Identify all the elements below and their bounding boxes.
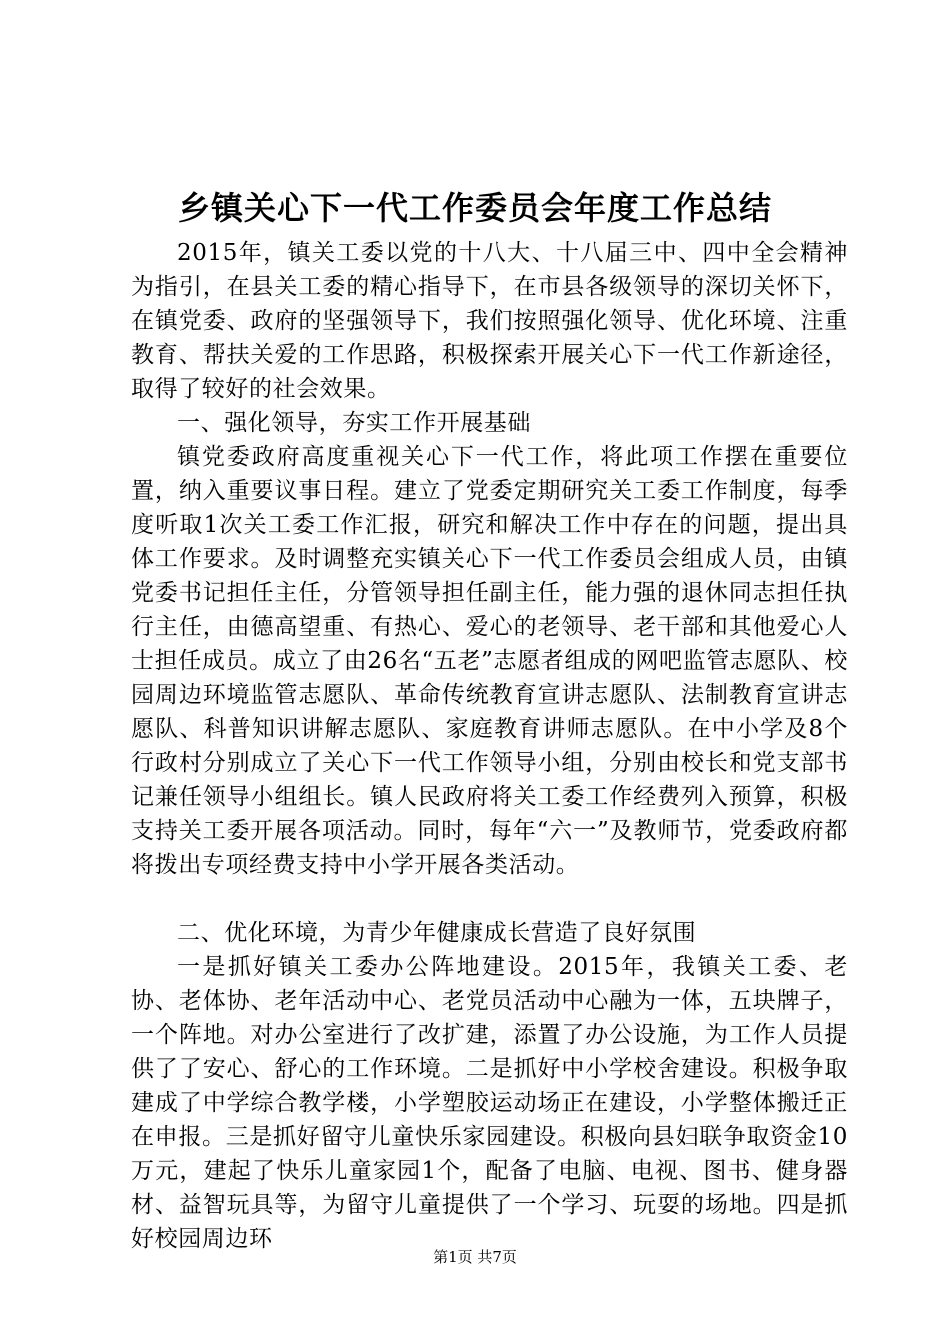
section-1-heading: 一、强化领导，夯实工作开展基础	[177, 410, 531, 436]
section-2-paragraph: 一是抓好镇关工委办公阵地建设。2015年，我镇关工委、老协、老体协、老年活动中心、老党员活动中心融为一体，五块牌子，一个阵地。对办公室进行了改扩建，添置了办公设施，为工作人员提供了了安心、舒心的工作环境。二是抓好中小学校舍建设。积极争取建成了中学综合教学楼，小学塑胶运动场正在建设，小学整体搬迁正在申报。三是抓好留守儿童快乐家园建设。积极向县妇联争取资金10万元，建起了快乐儿童家园1个，配备了电脑、电视、图书、健身器材、益智玩具等，为留守儿童提供了一个学习、玩耍的场地。四是抓好校园周边环	[131, 954, 848, 1252]
document-title: 乡镇关心下一代工作委员会年度工作总结	[177, 189, 772, 227]
section-1-paragraph: 镇党委政府高度重视关心下一代工作，将此项工作摆在重要位置，纳入重要议事日程。建立了党委定期研究关工委工作制度，每季度听取1次关工委工作汇报，研究和解决工作中存在的问题，提出具体工作要求。及时调整充实镇关心下一代工作委员会组成人员，由镇党委书记担任主任，分管领导担任副主任，能力强的退休同志担任执行主任，由德高望重、有热心、爱心的老领导、老干部和其他爱心人士担任成员。成立了由26名“五老”志愿者组成的网吧监管志愿队、校园周边环境监管志愿队、革命传统教育宣讲志愿队、法制教育宣讲志愿队、科普知识讲解志愿队、家庭教育讲师志愿队。在中小学及8个行政村分别成立了关心下一代工作领导小组，分别由校长和党支部书记兼任领导小组组长。镇人民政府将关工委工作经费列入预算，积极支持关工委开展各项活动。同时，每年“六一”及教师节，党委政府都将拨出专项经费支持中小学开展各类活动。	[131, 444, 848, 878]
section-2-heading: 二、优化环境，为青少年健康成长营造了良好氛围	[177, 920, 697, 946]
page-number-footer: 第1页 共7页	[433, 1248, 517, 1266]
intro-paragraph: 2015年，镇关工委以党的十八大、十八届三中、四中全会精神为指引，在县关工委的精心指导下，在市县各级领导的深切关怀下，在镇党委、政府的坚强领导下，我们按照强化领导、优化环境、注重教育、帮扶关爱的工作思路，积极探索开展关心下一代工作新途径，取得了较好的社会效果。	[131, 240, 848, 402]
paragraph-spacer	[131, 882, 848, 916]
document-body	[131, 236, 848, 1256]
